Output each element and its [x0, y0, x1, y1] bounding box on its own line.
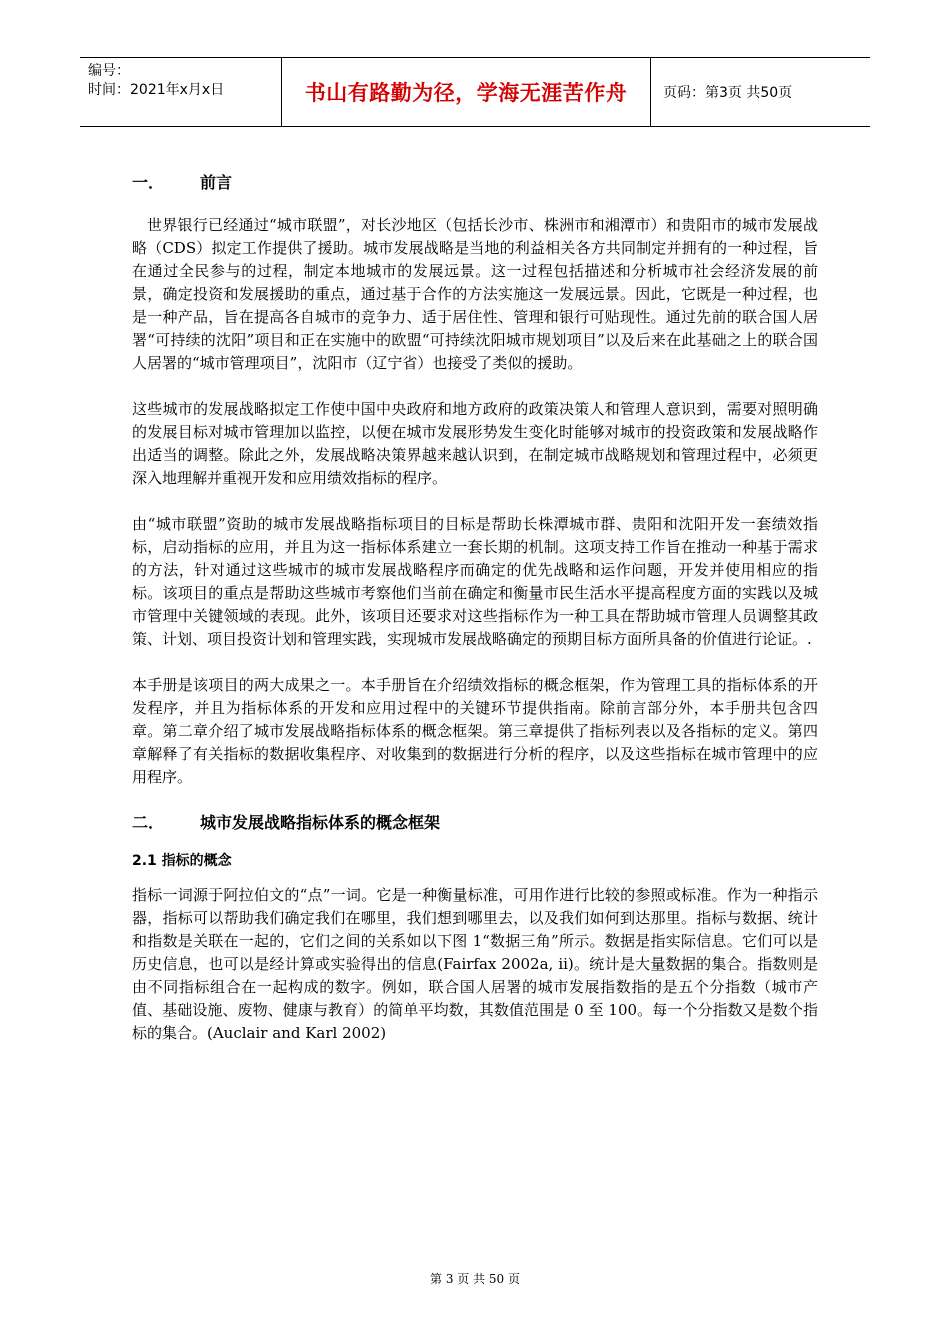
paragraph: 世界银行已经通过“城市联盟”，对长沙地区（包括长沙市、株洲市和湘潭市）和贵阳市的城市发展战略（CDS）拟定工作提供了援助。城市发展战略是当地的利益相关各方共同制定并拥有的一种过程，旨在通过全民参与的过程，制定本地城市的发展远景。这一过程包括描述和分析城市社会经济发展的前景，确定投资和发展援助的重点，通过基于合作的方法实施这一发展远景。因此，它既是一种过程，也是一种产品，旨在提高各自城市的竞争力、适于居住性、管理和银行可贴现性。通过先前的联合国人居署“可持续的沈阳”项目和正在实施中的欧盟“可持续沈阳城市规划项目”以及后来在此基础之上的联合国人居署的“城市管理项目”，沈阳市（辽宁省）也接受了类似的援助。: [132, 216, 818, 372]
header-meta: [80, 58, 281, 126]
subsection-2-1-title: 2.1 指标的概念: [132, 853, 232, 869]
section-2-title: 城市发展战略指标体系的概念框架: [200, 813, 441, 832]
paragraph: 这些城市的发展战略拟定工作使中国中央政府和地方政府的政策决策人和管理人意识到，需要对照明确的发展目标对城市管理加以监控，以便在城市发展形势发生变化时能够对城市的投资政策和发展战略作出适当的调整。除此之外，发展战略决策界越来越认识到，在制定城市战略规划和管理过程中，必须更深入地理解并重视开发和应用绩效指标的程序。: [132, 400, 818, 487]
section-1-title: 前言: [200, 173, 233, 192]
section-1-heading: [132, 170, 818, 193]
number-label: 编号：: [88, 63, 130, 79]
paragraph: 指标一词源于阿拉伯文的“点”一词。它是一种衡量标准，可用作进行比较的参照或标准。作为一种指示器，指标可以帮助我们确定我们在哪里，我们想到哪里去，以及我们如何到达那里。指标与数据、统计和指数是关联在一起的，它们之间的关系如以下图 1“数据三角”所示。数据是指实际信息。它们可以是历史信息，也可以是经计算或实验得出的信息(Fairfax 2002a, ii)。统计是大量数据的集合。指数则是由不同指标组合在一起构成的数字。例如，联合国人居署的城市发展指数指的是五个分指数（城市产值、基础设施、废物、健康与教育）的简单平均数，其数值范围是 0 至 100。每一个分指数又是数个指标的集合。(Auclair and Karl 2002): [132, 886, 818, 1042]
section-2-number: 二．: [132, 813, 165, 832]
document-body: [132, 170, 818, 1045]
header-motto: 书山有路勤为径，学海无涯苦作舟: [281, 58, 651, 126]
page-footer: 第 3 页 共 50 页: [430, 1272, 520, 1286]
paragraph: 本手册是该项目的两大成果之一。本手册旨在介绍绩效指标的概念框架，作为管理工具的指标体系的开发程序，并且为指标体系的开发和应用过程中的关键环节提供指南。除前言部分外，本手册共包含四章。第二章介绍了城市发展战略指标体系的概念框架。第三章提供了指标列表以及各指标的定义。第四章解释了有关指标的数据收集程序、对收集到的数据进行分析的程序，以及这些指标在城市管理中的应用程序。: [132, 676, 818, 786]
paragraph: 由“城市联盟”资助的城市发展战略指标项目的目标是帮助长株潭城市群、贵阳和沈阳开发一套绩效指标，启动指标的应用，并且为这一指标体系建立一套长期的机制。这项支持工作旨在推动一种基于需求的方法，针对通过这些城市的城市发展战略程序而确定的优先战略和运作问题，开发并使用相应的指标。该项目的重点是帮助这些城市考察他们当前在确定和衡量市民生活水平提高程度方面的实践以及城市管理中关键领域的表现。此外，该项目还要求对这些指标作为一种工具在帮助城市管理人员调整其政策、计划、项目投资计划和管理实践，实现城市发展战略确定的预期目标方面所具备的价值进行论证。.: [132, 515, 818, 648]
time-label: 时间：2021年x月x日: [88, 82, 225, 98]
section-2-heading: [132, 810, 818, 833]
header-page-code: 页码：第3页 共50页: [663, 85, 793, 101]
page-header: [80, 57, 870, 127]
section-1-number: 一．: [132, 173, 165, 192]
